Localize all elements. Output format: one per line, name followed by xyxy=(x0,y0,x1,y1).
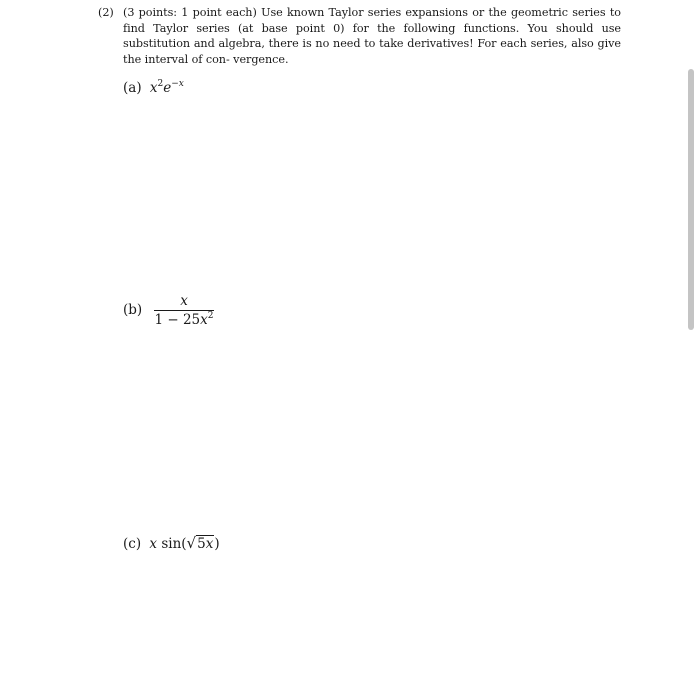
part-b-label: (b) xyxy=(123,302,143,318)
part-c-label: (c) xyxy=(123,536,142,552)
part-a-expression: $x^2e^{-x}$ xyxy=(149,79,184,96)
vertical-scrollbar[interactable] xyxy=(688,69,694,330)
problem-number: (2) xyxy=(98,6,114,19)
radical-sign-icon: √ xyxy=(186,534,197,552)
part-c xyxy=(123,534,220,552)
problem-text: (3 points: 1 point each) Use known Taylor series expansions or the geometric series to find Taylor series (at base point 0) for the following functions. You should use substitution and algebra, there is no need to take derivatives! For each series, also give the interval of con- vergence. xyxy=(123,6,621,66)
part-a-label: (a) xyxy=(123,80,142,96)
part-b xyxy=(123,293,214,328)
part-c-expression: x sin(√5x) xyxy=(149,534,220,552)
part-b-denominator: $1 - 25x^2$ xyxy=(154,311,214,328)
part-b-numerator: x xyxy=(180,293,188,309)
part-a xyxy=(123,80,184,96)
part-b-fraction xyxy=(154,293,213,328)
square-root: √5x xyxy=(186,534,214,552)
